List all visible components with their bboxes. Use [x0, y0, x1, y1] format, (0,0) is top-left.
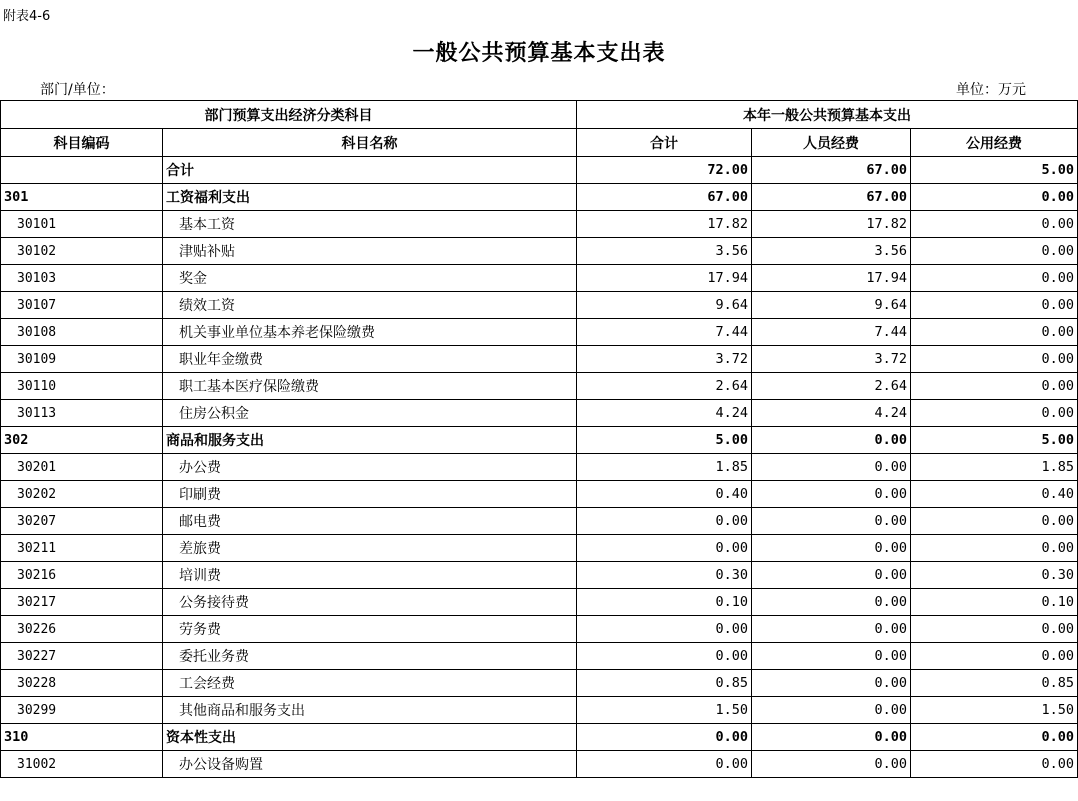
cell-total: 3.72: [577, 346, 752, 373]
cell-total: 2.64: [577, 373, 752, 400]
cell-total: 0.00: [577, 508, 752, 535]
column-group-basic-expenditure: 本年一般公共预算基本支出: [577, 101, 1078, 129]
table-row: [1, 400, 1078, 427]
cell-code: 30228: [1, 670, 163, 697]
cell-total: 0.85: [577, 670, 752, 697]
cell-personnel: 0.00: [752, 751, 911, 778]
cell-name: 委托业务费: [163, 643, 577, 670]
cell-total: 4.24: [577, 400, 752, 427]
cell-personnel: 0.00: [752, 481, 911, 508]
cell-personnel: 0.00: [752, 427, 911, 454]
cell-public: 5.00: [911, 157, 1078, 184]
cell-personnel: 17.94: [752, 265, 911, 292]
cell-public: 0.00: [911, 373, 1078, 400]
cell-total: 0.00: [577, 724, 752, 751]
cell-name: 办公设备购置: [163, 751, 577, 778]
cell-code: 302: [1, 427, 163, 454]
cell-code: 30101: [1, 211, 163, 238]
cell-name: 其他商品和服务支出: [163, 697, 577, 724]
cell-name: 劳务费: [163, 616, 577, 643]
cell-public: 0.40: [911, 481, 1078, 508]
cell-public: 0.30: [911, 562, 1078, 589]
header-row-columns: [1, 129, 1078, 157]
cell-total: 17.82: [577, 211, 752, 238]
table-row: [1, 508, 1078, 535]
cell-code: [1, 157, 163, 184]
cell-name: 资本性支出: [163, 724, 577, 751]
table-row: [1, 454, 1078, 481]
cell-total: 67.00: [577, 184, 752, 211]
cell-personnel: 9.64: [752, 292, 911, 319]
column-header-total: 合计: [577, 129, 752, 157]
cell-code: 310: [1, 724, 163, 751]
cell-code: 30107: [1, 292, 163, 319]
cell-public: 0.00: [911, 238, 1078, 265]
cell-name: 机关事业单位基本养老保险缴费: [163, 319, 577, 346]
budget-table: [0, 100, 1078, 778]
cell-name: 住房公积金: [163, 400, 577, 427]
column-header-name: 科目名称: [163, 129, 577, 157]
cell-public: 0.00: [911, 184, 1078, 211]
table-row: [1, 481, 1078, 508]
cell-total: 3.56: [577, 238, 752, 265]
cell-name: 工会经费: [163, 670, 577, 697]
cell-code: 30202: [1, 481, 163, 508]
cell-code: 30110: [1, 373, 163, 400]
table-row: [1, 157, 1078, 184]
cell-code: 30108: [1, 319, 163, 346]
cell-name: 邮电费: [163, 508, 577, 535]
cell-total: 0.00: [577, 616, 752, 643]
table-row: [1, 643, 1078, 670]
column-header-public: 公用经费: [911, 129, 1078, 157]
cell-total: 0.00: [577, 535, 752, 562]
cell-personnel: 0.00: [752, 643, 911, 670]
table-row: [1, 724, 1078, 751]
cell-name: 商品和服务支出: [163, 427, 577, 454]
cell-code: 30201: [1, 454, 163, 481]
cell-public: 0.00: [911, 211, 1078, 238]
table-row: [1, 427, 1078, 454]
cell-public: 0.00: [911, 724, 1078, 751]
cell-personnel: 0.00: [752, 724, 911, 751]
unit-label: 单位：万元: [956, 82, 1026, 98]
cell-public: 0.00: [911, 319, 1078, 346]
table-row: [1, 373, 1078, 400]
cell-code: 30103: [1, 265, 163, 292]
cell-public: 0.00: [911, 292, 1078, 319]
cell-name: 职工基本医疗保险缴费: [163, 373, 577, 400]
cell-personnel: 4.24: [752, 400, 911, 427]
cell-code: 30113: [1, 400, 163, 427]
header-row-group: [1, 101, 1078, 129]
table-body: [1, 157, 1078, 778]
column-header-code: 科目编码: [1, 129, 163, 157]
cell-total: 0.10: [577, 589, 752, 616]
cell-total: 17.94: [577, 265, 752, 292]
table-row: [1, 697, 1078, 724]
cell-name: 职业年金缴费: [163, 346, 577, 373]
cell-code: 30217: [1, 589, 163, 616]
column-group-classification: 部门预算支出经济分类科目: [1, 101, 577, 129]
cell-public: 0.00: [911, 265, 1078, 292]
cell-name: 印刷费: [163, 481, 577, 508]
cell-name: 培训费: [163, 562, 577, 589]
table-row: [1, 211, 1078, 238]
cell-name: 工资福利支出: [163, 184, 577, 211]
cell-personnel: 0.00: [752, 616, 911, 643]
table-row: [1, 319, 1078, 346]
cell-name: 公务接待费: [163, 589, 577, 616]
cell-name: 津贴补贴: [163, 238, 577, 265]
table-row: [1, 292, 1078, 319]
cell-personnel: 0.00: [752, 670, 911, 697]
table-row: [1, 589, 1078, 616]
cell-code: 30227: [1, 643, 163, 670]
cell-total: 0.00: [577, 643, 752, 670]
cell-code: 30211: [1, 535, 163, 562]
cell-name: 绩效工资: [163, 292, 577, 319]
cell-name: 差旅费: [163, 535, 577, 562]
page-title: 一般公共预算基本支出表: [412, 41, 666, 66]
table-row: [1, 238, 1078, 265]
cell-code: 30102: [1, 238, 163, 265]
cell-public: 0.00: [911, 643, 1078, 670]
cell-total: 0.00: [577, 751, 752, 778]
cell-code: 30226: [1, 616, 163, 643]
cell-public: 1.85: [911, 454, 1078, 481]
cell-total: 0.40: [577, 481, 752, 508]
cell-total: 9.64: [577, 292, 752, 319]
cell-personnel: 0.00: [752, 697, 911, 724]
dept-label: 部门/单位：: [40, 82, 115, 98]
cell-name: 基本工资: [163, 211, 577, 238]
cell-personnel: 67.00: [752, 157, 911, 184]
cell-total: 5.00: [577, 427, 752, 454]
cell-public: 0.00: [911, 400, 1078, 427]
cell-personnel: 2.64: [752, 373, 911, 400]
table-row: [1, 751, 1078, 778]
cell-total: 72.00: [577, 157, 752, 184]
table-row: [1, 535, 1078, 562]
cell-personnel: 0.00: [752, 535, 911, 562]
cell-public: 1.50: [911, 697, 1078, 724]
cell-public: 0.00: [911, 508, 1078, 535]
cell-public: 0.00: [911, 346, 1078, 373]
cell-personnel: 0.00: [752, 562, 911, 589]
cell-public: 0.00: [911, 616, 1078, 643]
cell-public: 0.10: [911, 589, 1078, 616]
cell-personnel: 7.44: [752, 319, 911, 346]
cell-code: 30207: [1, 508, 163, 535]
table-row: [1, 670, 1078, 697]
cell-total: 0.30: [577, 562, 752, 589]
cell-public: 0.85: [911, 670, 1078, 697]
cell-personnel: 0.00: [752, 589, 911, 616]
cell-total: 7.44: [577, 319, 752, 346]
cell-code: 30299: [1, 697, 163, 724]
table-row: [1, 265, 1078, 292]
cell-personnel: 3.72: [752, 346, 911, 373]
cell-personnel: 67.00: [752, 184, 911, 211]
column-header-personnel: 人员经费: [752, 129, 911, 157]
cell-code: 301: [1, 184, 163, 211]
cell-public: 0.00: [911, 535, 1078, 562]
cell-personnel: 0.00: [752, 508, 911, 535]
cell-total: 1.85: [577, 454, 752, 481]
doc-label: 附表4-6: [3, 9, 51, 24]
cell-personnel: 17.82: [752, 211, 911, 238]
cell-personnel: 0.00: [752, 454, 911, 481]
cell-personnel: 3.56: [752, 238, 911, 265]
cell-code: 31002: [1, 751, 163, 778]
cell-name: 合计: [163, 157, 577, 184]
cell-code: 30216: [1, 562, 163, 589]
table-row: [1, 562, 1078, 589]
cell-name: 办公费: [163, 454, 577, 481]
table-row: [1, 616, 1078, 643]
cell-public: 0.00: [911, 751, 1078, 778]
table-row: [1, 184, 1078, 211]
table-row: [1, 346, 1078, 373]
cell-name: 奖金: [163, 265, 577, 292]
cell-total: 1.50: [577, 697, 752, 724]
cell-code: 30109: [1, 346, 163, 373]
cell-public: 5.00: [911, 427, 1078, 454]
